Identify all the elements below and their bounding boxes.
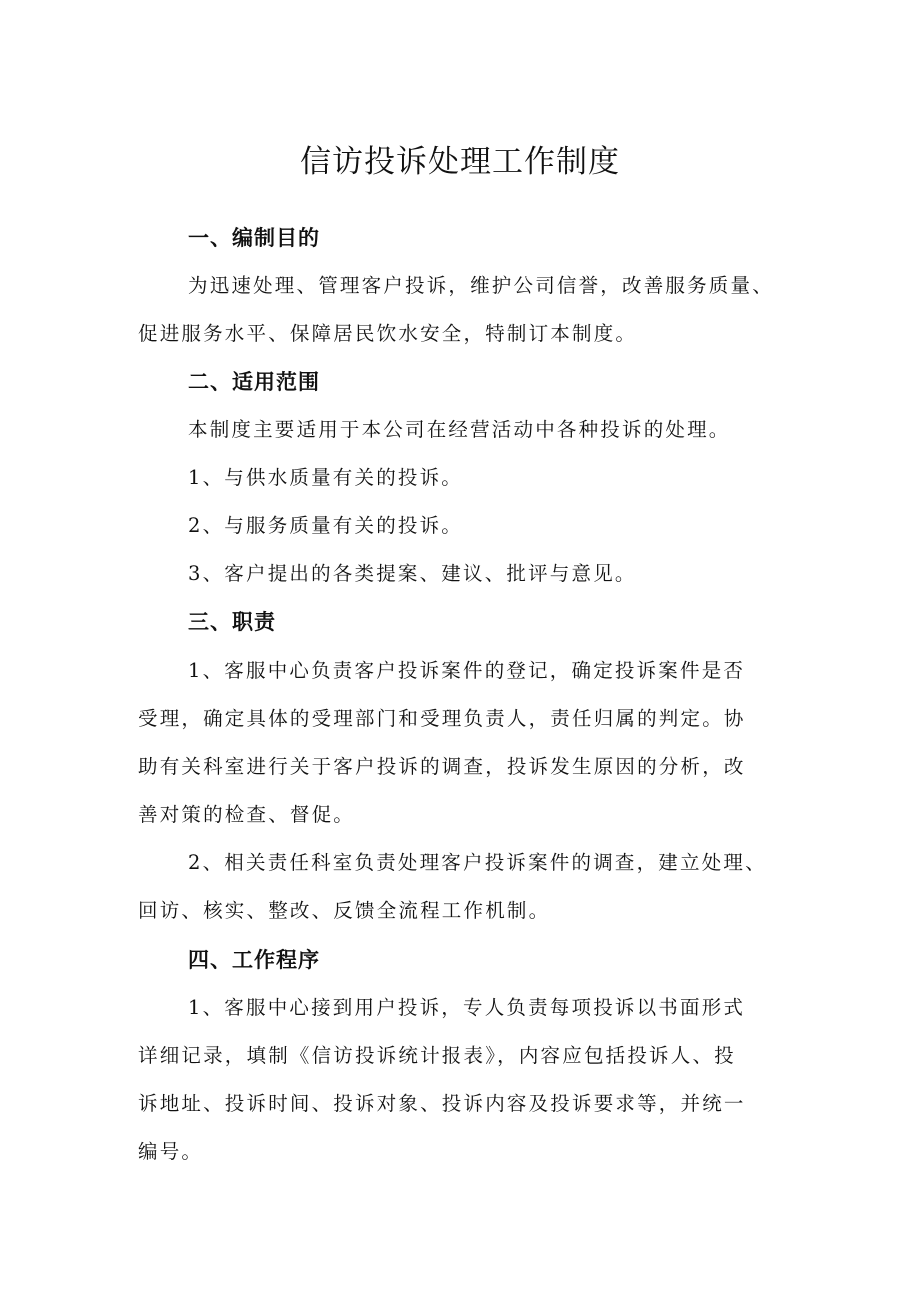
section-heading-purpose: 一、编制目的 — [188, 226, 320, 250]
paragraph-line: 助有关科室进行关于客户投诉的调查，投诉发生原因的分析，改 — [138, 755, 746, 778]
paragraph-line: 2、相关责任科室负责处理客户投诉案件的调查，建立处理、 — [188, 851, 767, 874]
paragraph-line: 为迅速处理、管理客户投诉，维护公司信誉，改善服务质量、 — [188, 274, 774, 297]
list-item: 3、客户提出的各类提案、建议、批评与意见。 — [188, 562, 637, 585]
paragraph-line: 诉地址、投诉时间、投诉对象、投诉内容及投诉要求等，并统一 — [138, 1092, 746, 1115]
paragraph-line: 受理，确定具体的受理部门和受理负责人，责任归属的判定。协 — [138, 707, 746, 730]
paragraph-line: 编号。 — [138, 1140, 204, 1163]
paragraph-line: 善对策的检查、督促。 — [138, 803, 356, 826]
paragraph-line: 1、客服中心接到用户投诉，专人负责每项投诉以书面形式 — [188, 996, 746, 1019]
paragraph-line: 本制度主要适用于本公司在经营活动中各种投诉的处理。 — [188, 418, 731, 441]
section-heading-scope: 二、适用范围 — [188, 370, 320, 394]
paragraph-line: 1、客服中心负责客户投诉案件的登记，确定投诉案件是否 — [188, 659, 746, 682]
paragraph-line: 回访、核实、整改、反馈全流程工作机制。 — [138, 899, 551, 922]
list-item: 1、与供水质量有关的投诉。 — [188, 466, 464, 489]
paragraph-line: 促进服务水平、保障居民饮水安全，特制订本制度。 — [138, 322, 638, 345]
paragraph-line: 详细记录，填制《信访投诉统计报表》，内容应包括投诉人、投 — [138, 1044, 736, 1067]
list-item: 2、与服务质量有关的投诉。 — [188, 514, 464, 537]
document-title: 信访投诉处理工作制度 — [300, 144, 620, 180]
section-heading-procedure: 四、工作程序 — [188, 948, 320, 972]
section-heading-duties: 三、职责 — [188, 610, 276, 634]
